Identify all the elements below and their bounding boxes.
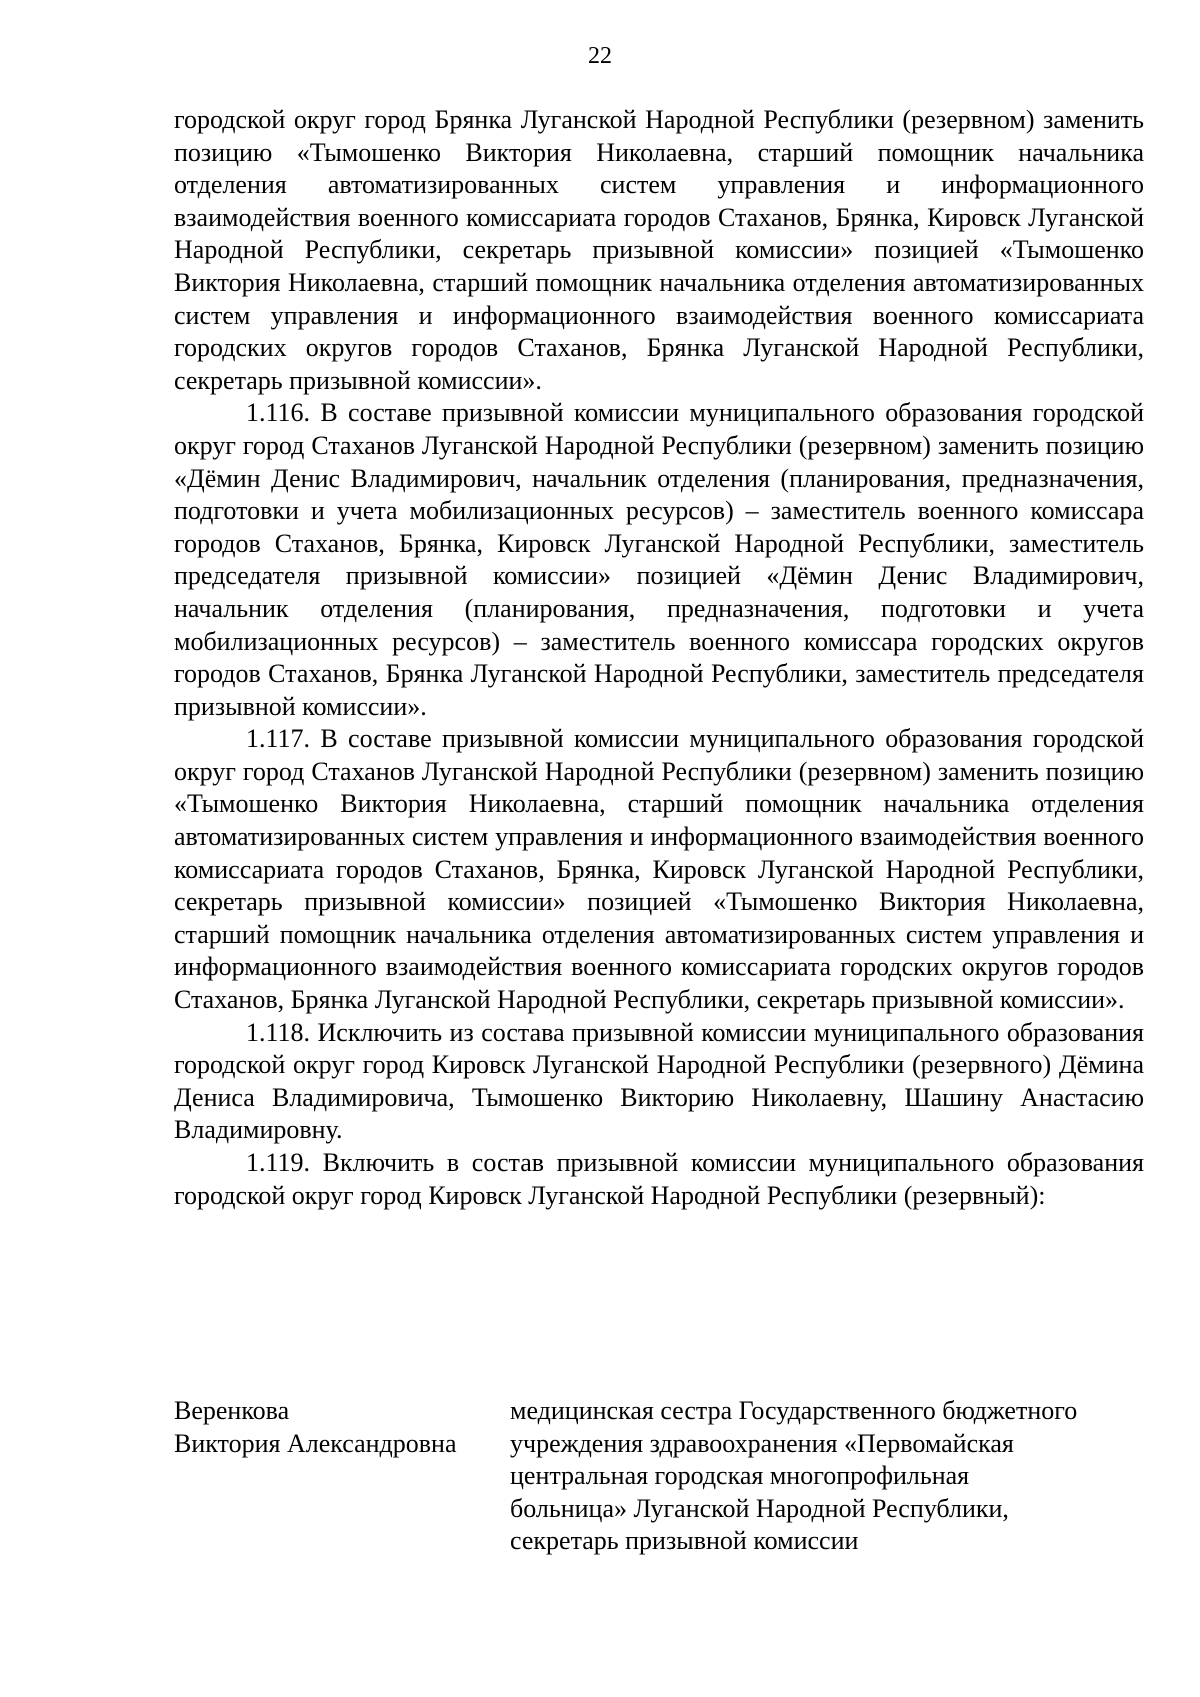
member-role [510, 1395, 1144, 1558]
member-role-line: больница» Луганской Народной Республики, [510, 1493, 1009, 1523]
member-given-names: Виктория Александровна [174, 1428, 457, 1458]
member-role-line: учреждения здравоохранения «Первомайская [510, 1428, 1014, 1458]
member-role-line: центральная городская многопрофильная [510, 1461, 970, 1491]
paragraph-1-117: 1.117. В составе призывной комиссии муниципального образования городской округ город Стаханов Луганской Народной Республики (резервном) заменить позицию «Тымошенко Виктория Николаевна, старший помощник начальника отделения автоматизированных систем управления и информационного взаимодействия военного комиссариата городов Стаханов, Брянка, Кировск Луганской Народной Республики, секретарь призывной комиссии» позицией «Тымошенко Виктория Николаевна, старший помощник начальника отделения автоматизированных систем управления и информационного взаимодействия военного комиссариата городских округов городов Стаханов, Брянка Луганской Народной Республики, секретарь призывной комиссии». [174, 724, 1144, 1015]
paragraph-1-119: 1.119. Включить в состав призывной комиссии муниципального образования городской округ город Кировск Луганской Народной Республики (резервный): [174, 1148, 1144, 1210]
member-surname: Веренкова [174, 1396, 290, 1425]
paragraph-1-118: 1.118. Исключить из состава призывной комиссии муниципального образования городской округ город Кировск Луганской Народной Республики (резервного) Дёмина Дениса Владимировича, Тымошенко Викторию Николаевну, Шашину Анастасию Владимировну. [174, 1017, 1144, 1145]
paragraph-1-116: 1.116. В составе призывной комиссии муниципального образования городской округ город Стаханов Луганской Народной Республики (резервном) заменить позицию «Дёмин Денис Владимирович, начальник отделения (планирования, предназначения, подготовки и учета мобилизационных ресурсов) – заместитель военного комиссара городов Стаханов, Брянка, Кировск Луганской Народной Республики, заместитель председателя призывной комиссии» позицией «Дёмин Денис Владимирович, начальник отделения (планирования, предназначения, подготовки и учета мобилизационных ресурсов) – заместитель военного комиссара городских округов городов Стаханов, Брянка Луганской Народной Республики, заместитель председателя призывной комиссии». [174, 398, 1144, 721]
member-role-line: секретарь призывной комиссии [510, 1526, 859, 1556]
member-role-line: медицинская сестра Государственного бюджетного [510, 1396, 1078, 1425]
paragraph-continuation: городской округ город Брянка Луганской Народной Республики (резервном) заменить позицию «Тымошенко Виктория Николаевна, старший помощник начальника отделения автоматизированных систем управления и информационного взаимодействия военного комиссариата городов Стаханов, Брянка, Кировск Луганской Народной Республики, секретарь призывной комиссии» позицией «Тымошенко Виктория Николаевна, старший помощник начальника отделения автоматизированных систем управления и информационного взаимодействия военного комиссариата городских округов городов Стаханов, Брянка Луганской Народной Республики, секретарь призывной комиссии». [174, 105, 1144, 395]
page-number: 22 [588, 43, 612, 69]
document-body [174, 104, 1144, 1212]
member-name [174, 1395, 494, 1460]
